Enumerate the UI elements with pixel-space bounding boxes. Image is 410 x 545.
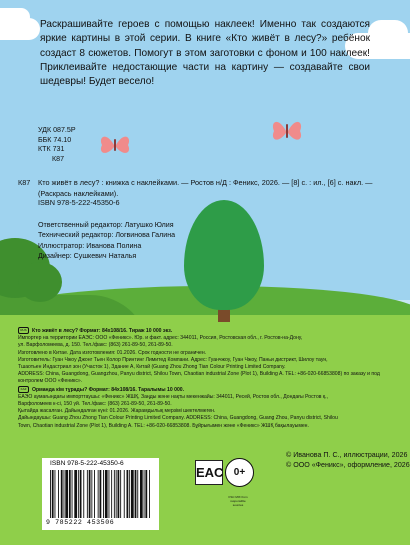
barcode-bar xyxy=(140,470,143,518)
barcode-bar xyxy=(124,470,125,518)
barcode-bar xyxy=(131,470,134,518)
barcode-bar xyxy=(111,470,112,518)
bib-author-mark: К87 xyxy=(18,178,31,187)
bush-left-2 xyxy=(18,262,62,302)
barcode-bar xyxy=(145,470,147,518)
legal-line: ЕАЭО аумағындағы импорттаушы: «Феникс» ЖШҚ. Заңды және нақты мекенжайы: 344011, Ресей, Ростов обл., Дондағы Ростов қ., xyxy=(18,393,328,400)
legal-line: ADDRESS: China, Guangdong, Guangzhou, Panyu district, Shilou Town, Chaotian industrial Zone (Plot 1), Building A. TEL: +86-020-66853808) по заказу и под контролем ООО «Феникс». xyxy=(18,371,380,385)
barcode-bar xyxy=(144,470,145,518)
legal-line: KAZ Ормандa кім тұрады? Формат: 84х108/16. Таралымы 10 000. xyxy=(18,386,398,394)
legal-line: Town, Chaotian industrial Zone (Plot 1), Building A. TEL: +86-020-66853808. Бұйрығымен және «Феникс» ЖШҚ бақылауымен. xyxy=(18,422,309,429)
legal-line: Тшаотьен Индастриал зон (Участок 1), Здание А, Китай (Guang Zhou Zhong Tian Colour Printing Limited Company. xyxy=(18,363,286,370)
barcode-bar xyxy=(109,470,110,518)
legal-line: RUS Кто живёт в лесу? Формат: 84х108/16. Тираж 10 000 экз. xyxy=(18,327,398,335)
barcode-bar xyxy=(127,470,129,518)
butterfly-icon xyxy=(98,133,132,157)
barcode-bar xyxy=(55,470,56,518)
language-icon: KAZ xyxy=(18,386,29,393)
copyright-line: © ООО «Феникс», оформление, 2026 xyxy=(286,461,410,470)
barcode-bar xyxy=(98,470,99,518)
barcode-bar xyxy=(100,470,102,518)
credit-line: Иллюстратор: Иванова Полина xyxy=(38,241,142,250)
copyright-line: © Иванова П. С., иллюстрации, 2026 xyxy=(286,451,408,459)
barcode-bar xyxy=(94,470,95,518)
bib-description: Кто живёт в лесу? : книжка с наклейками. — Ростов н/Д : Феникс, 2026. — [8] с. : ил., [6] с. накл. — (Раскрась наклейками). xyxy=(38,178,373,198)
copyright-block xyxy=(286,450,410,471)
barcode-bar xyxy=(50,470,51,518)
legal-line: ул. Варфоломеева, д. 150. Тел./факс: (863) 261-89-50, 261-89-50. xyxy=(18,342,173,349)
barcode-bar xyxy=(105,470,108,518)
legal-line: Қытайда жасалған. Дайындалған күні: 01.2026. Жарамдылық мерзімі шектелмеген. xyxy=(18,408,216,415)
credit-line: Ответственный редактор: Латушко Юлия xyxy=(38,221,174,229)
barcode-bar xyxy=(135,470,137,518)
barcode-bar xyxy=(78,470,79,518)
barcode-bar xyxy=(89,470,91,518)
barcode-digits: 9 785222 453506 xyxy=(46,519,115,526)
barcode xyxy=(42,458,159,530)
barcode-bar xyxy=(61,470,63,518)
language-icon: RUS xyxy=(18,327,29,334)
barcode-bar xyxy=(114,470,115,518)
author-mark: К87 xyxy=(52,154,65,163)
classification-codes xyxy=(38,126,76,164)
ktk-code: КТК 731 xyxy=(38,145,65,154)
isbn-text: ISBN 978-5-222-45350-6 xyxy=(38,198,120,207)
book-description: Раскрашивайте героев с помощью наклеек! Именно так создаются яркие картины в этой серии. В книге «Кто живёт в лесу?» ребёнок создаст 8 сюжетов. Помогут в этом заготовки с фоном и 100 наклеек! Приклеивайте недостающие части на картину — создавайте свои шедевры! Будет весело! xyxy=(40,19,370,88)
tree-crown xyxy=(184,200,264,310)
barcode-bar xyxy=(69,470,71,518)
legal-line: Изготовлено в Китае. Дата изготовления: 01.2026. Срок годности не ограничен. xyxy=(18,349,207,356)
barcode-isbn: ISBN 978-5-222-45350-6 xyxy=(50,460,124,467)
barcode-bar xyxy=(137,470,138,518)
barcode-bar xyxy=(103,470,104,518)
barcode-bar xyxy=(149,470,150,518)
barcode-bar xyxy=(91,470,92,518)
barcode-bar xyxy=(52,470,54,518)
barcode-bar xyxy=(65,470,68,518)
barcode-bar xyxy=(129,470,130,518)
barcode-bar xyxy=(120,470,121,518)
eac-mark: EAC xyxy=(195,460,223,485)
barcode-bar xyxy=(87,470,88,518)
credits xyxy=(38,220,175,262)
barcode-bars xyxy=(48,470,153,518)
imprint-legal-block xyxy=(18,327,398,430)
bbk-code: ББК 74.10 xyxy=(38,135,72,144)
barcode-bar xyxy=(83,470,84,518)
credit-line: Дизайнер: Сушкевич Наталья xyxy=(38,252,137,261)
barcode-bar xyxy=(118,470,120,518)
udk-code: УДК 087.5Р xyxy=(38,126,76,134)
barcode-bar xyxy=(58,470,59,518)
fsc-mark: FSC MIX from responsible sources xyxy=(228,495,248,507)
legal-line: Изготовитель: Гуан Чжоу Джонг Тьен Колор Принтинг Лимитед Компани. Адрес: Гуанчжоу, Гуан Чжоу, Паньи дистрикт, Шилоу таун, xyxy=(18,356,328,363)
legal-line: Варфоломеев к-сі, 150 үй. Тел./факс: (863) 261-89-50, 261-89-50. xyxy=(18,400,172,407)
credit-line: Технический редактор: Логвинова Галина xyxy=(38,231,176,240)
legal-line: Дайындаушы: Guang Zhou Zhong Tian Colour Printing Limited Company. ADDRESS: China, Guangdong, Guang Zhou, Panyu district, Shilou xyxy=(18,415,338,422)
cloud-right-puff xyxy=(368,20,408,46)
butterfly-icon xyxy=(270,118,304,144)
barcode-bar xyxy=(74,470,77,518)
barcode-bar xyxy=(80,470,82,518)
age-rating-badge: 0+ xyxy=(225,458,254,487)
barcode-bar xyxy=(116,470,117,518)
barcode-bar xyxy=(72,470,73,518)
cloud-left-small xyxy=(0,8,30,26)
legal-line: Импортер на территории ЕАЭС: ООО «Феникс». Юр. и факт. адрес: 344011, Россия, Ростовская обл., г. Ростов-на-Дону, xyxy=(18,335,303,342)
barcode-bar xyxy=(64,470,65,518)
